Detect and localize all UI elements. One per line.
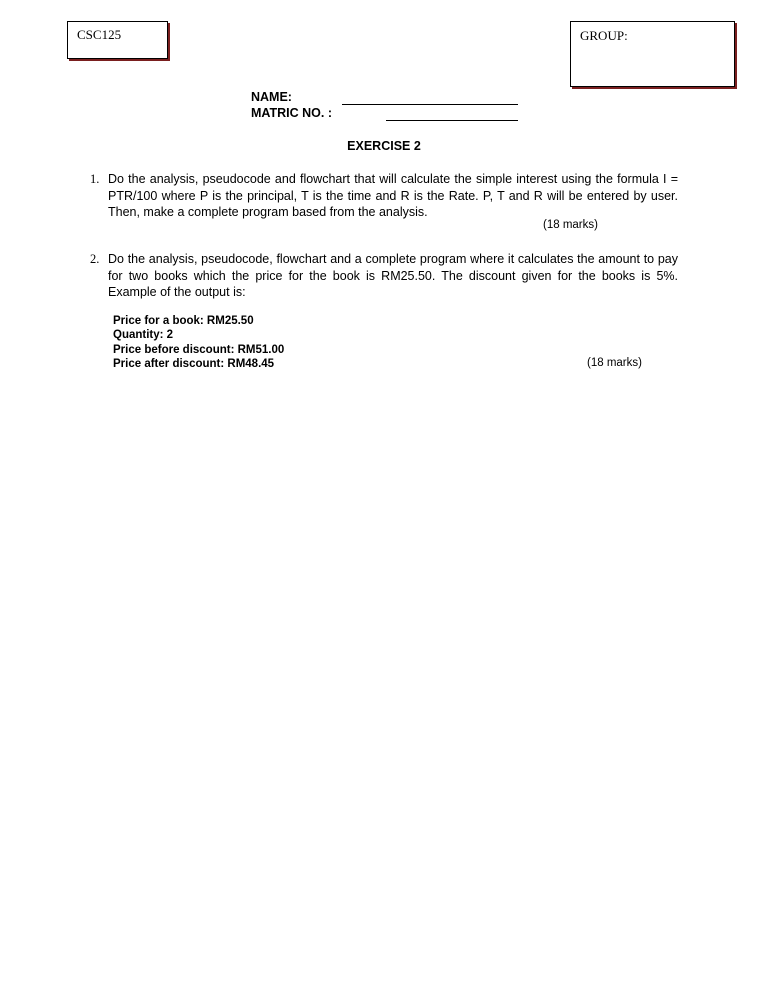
output-line: Quantity: 2 [113,329,174,342]
course-code-box [67,21,168,59]
matric-blank-line [386,120,518,121]
name-label: NAME: [251,90,292,104]
output-line: Price before discount: RM51.00 [113,343,285,356]
matric-label: MATRIC NO. : [251,106,333,120]
output-line: Price after discount: RM48.45 [113,357,275,370]
example-output [113,314,284,371]
question-2-number: 2. [90,252,100,266]
group-box [570,21,735,87]
question-1-text: Do the analysis, pseudocode and flowchart that will calculate the simple interest using the formula I = PTR/100 where P is the principal, T is the time and R is the Rate. P, T and R will be entered by user. Then, make a complete program based from the analysis. [108,172,678,219]
question-1-marks: (18 marks) [543,219,598,231]
exercise-title: EXERCISE 2 [347,139,421,153]
name-blank-line [342,104,518,105]
question-2-text: Do the analysis, pseudocode, flowchart and a complete program where it calculates the amount to pay for two books which the price for the book is RM25.50. The discount given for the books is 5%. Example of the output is: [108,252,678,299]
group-label: GROUP: [580,28,628,43]
question-1-number: 1. [90,172,100,186]
output-line: Price for a book: RM25.50 [113,315,254,327]
question-2-marks: (18 marks) [587,357,642,369]
course-code: CSC125 [77,27,122,42]
